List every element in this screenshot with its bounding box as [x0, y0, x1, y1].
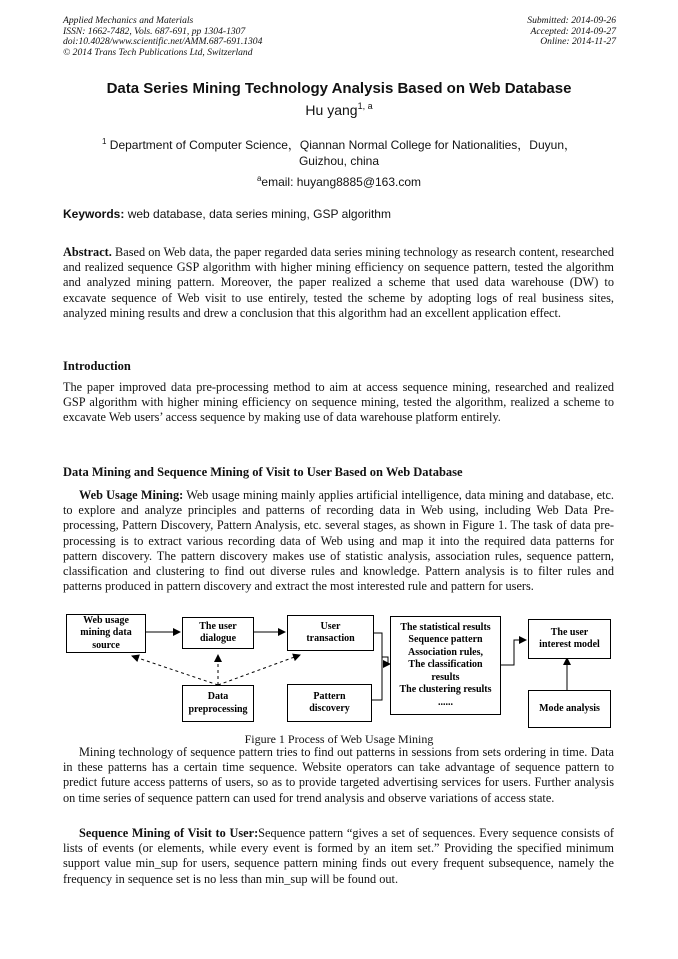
box-results-line7: ...... — [438, 696, 453, 708]
box-mode-analysis — [528, 690, 611, 728]
box-discovery-line1: Pattern — [313, 690, 346, 702]
keywords-label: Keywords: — [63, 207, 125, 221]
box-source-line3: source — [92, 639, 120, 651]
box-preprocessing-line1: Data — [207, 691, 229, 703]
introduction-text: The paper improved data pre-processing method to aim at access sequence mining, researched and realized GSP algorithm with higher mining efficiency on sequence mining, tested the algorithm, realized a scheme to excavate Web users’ access sequence by making use of data warehouse platform entirely. — [63, 380, 614, 425]
box-dialogue-line1: The user — [199, 620, 237, 632]
box-preprocessing-line2: preprocessing — [188, 703, 248, 715]
box-results-line3: Association rules, — [408, 646, 483, 658]
web-usage-mining-text: Web usage mining mainly applies artificial intelligence, data mining and database, etc. to explore and analyze principles and patterns of recording data in Web using, including Web Data Pre-processing, Pattern Discovery, Pattern Analysis, etc. several stages, as shown in Figure 1. The task of data pre-processing is to extract various recording data of Web using and map it into the required data patterns for pattern discovery. The pattern discovery makes use of statistic analysis, association rules, sequence pattern, classification and clustering to find out diverse rules and knowledge. Pattern analysis is to filter rules and patterns produced in pattern discovery and extract the most interested rule and pattern for users. — [63, 488, 614, 594]
doi-line: doi:10.4028/www.scientific.net/AMM.687-691.1304 — [63, 36, 263, 48]
paper-title: Data Series Mining Technology Analysis Based on Web Database — [106, 80, 572, 97]
box-dialogue-line2: dialogue — [199, 633, 237, 644]
arrow-transaction-down — [374, 633, 382, 657]
section2-heading: Data Mining and Sequence Mining of Visit to User Based on Web Database — [63, 465, 463, 479]
box-user-interest-model — [528, 619, 611, 659]
box-user-transaction — [287, 615, 374, 651]
arrow-results-to-interest — [501, 640, 526, 665]
box-results-line2: Sequence pattern — [408, 634, 483, 646]
box-transaction-line2: transaction — [306, 633, 355, 644]
email-sup: a — [256, 174, 262, 183]
sequence-mining-text: Sequence pattern “gives a set of sequences. Every sequence consists of lists of events (or elements, while every event is formed by an item set.” Providing the specified minimum support value min_sup for users, sequence pattern mining finds out every frequent subsequence, namely the frequency in sequence set is no less than min_sup will be found out. — [63, 826, 615, 886]
dashed-arrow-preproc-to-source — [132, 656, 218, 685]
sequence-pattern-paragraph: Mining technology of sequence pattern tries to find out patterns in sessions from sets ordering in time. Data in these patterns has a certain time sequence. Website operators can take advantage of sequence pattern to predict future access patterns of users, so as to provide targeted advertising services for users. Further analysis on time series of sequence pattern can used for trend analysis and observe variations of access state. — [63, 745, 614, 805]
box-data-preprocessing — [182, 685, 254, 722]
abstract-label: Abstract. — [63, 245, 112, 259]
box-results-line4: The classification — [408, 659, 483, 671]
issn-line: ISSN: 1662-7482, Vols. 687-691, pp 1304-1307 — [63, 25, 246, 37]
box-results-line5: results — [431, 671, 460, 683]
box-discovery-line2: discovery — [309, 703, 350, 714]
box-results-line6: The clustering results — [399, 684, 492, 696]
introduction-heading: Introduction — [63, 359, 131, 373]
box-mode-line1: Mode analysis — [539, 703, 600, 714]
figure-caption: Figure 1 Process of Web Usage Mining — [244, 732, 434, 746]
journal-name: Applied Mechanics and Materials — [63, 15, 194, 26]
box-interest-line2: interest model — [539, 639, 600, 650]
box-user-dialogue — [182, 617, 254, 649]
email-text: email: huyang8885@163.com — [261, 175, 422, 189]
author-name: Hu yang — [305, 102, 358, 118]
copyright-line: © 2014 Trans Tech Publications Ltd, Switzerland — [63, 46, 253, 58]
web-usage-mining-label: Web Usage Mining: — [79, 488, 184, 502]
sequence-mining-paragraph — [63, 826, 614, 887]
box-pattern-discovery — [287, 684, 372, 722]
abstract-text: Based on Web data, the paper regarded data series mining technology as research content, researched and realized sequence GSP algorithm with higher mining efficiency on sequence pattern, tested the algorithm and analyzed mining pattern. Moreover, the paper realized a scheme that used data warehouse (DW) to excavate sequence of Web visit to use entirely, tested the scheme by adopting logs of real business sites, analyzed mining results and drew a conclusion that this algorithm had an excellent application effect. — [63, 245, 614, 320]
author-sup: 1, a — [357, 101, 373, 111]
box-source-line1: Web usage — [83, 614, 129, 626]
sequence-mining-label: Sequence Mining of Visit to User: — [79, 826, 259, 840]
submitted-date: Submitted: 2014-09-26 — [527, 15, 616, 26]
box-interest-line1: The user — [550, 626, 589, 638]
accepted-date: Accepted: 2014-09-27 — [530, 25, 616, 37]
dashed-arrow-preproc-to-transaction — [218, 655, 300, 685]
box-mining-results — [390, 616, 501, 715]
box-results-line1: The statistical results — [400, 622, 491, 634]
affiliation-text: Department of Computer Science，Qiannan Normal College for Nationalities，Duyun，Guizhou, china — [109, 138, 576, 168]
box-source-line2: mining data — [80, 627, 132, 639]
keywords-text: web database, data series mining, GSP algorithm — [124, 207, 391, 221]
box-web-usage-source — [66, 614, 146, 653]
box-transaction-line1: User — [320, 620, 341, 632]
online-date: Online: 2014-11-27 — [540, 36, 616, 48]
arrow-discovery-to-results — [372, 657, 390, 700]
affiliation-sup: 1 — [101, 137, 107, 146]
